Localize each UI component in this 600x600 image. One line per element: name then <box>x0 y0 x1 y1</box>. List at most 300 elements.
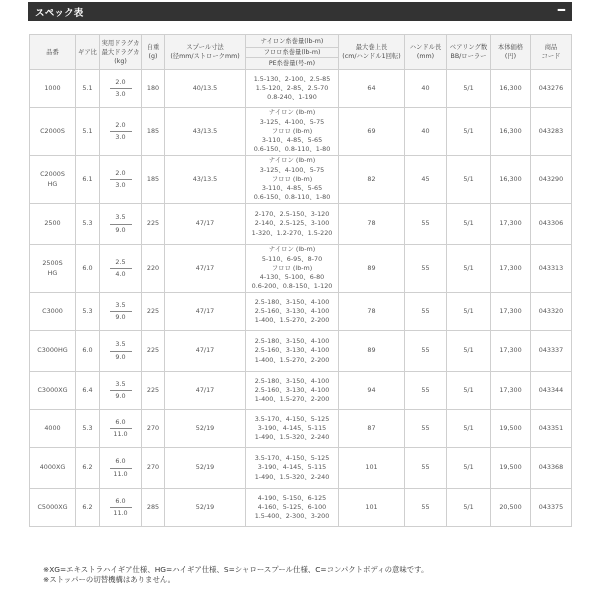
table-row <box>30 331 572 372</box>
price-cell <box>491 410 531 448</box>
line-capacity-cell <box>246 489 339 527</box>
header-code: 商品 コード <box>531 35 572 70</box>
code-text: 043351 <box>538 423 564 432</box>
line-capacity-text: 1-490、1.5-320、2-240 <box>254 472 330 481</box>
code-text: 043320 <box>538 306 564 315</box>
bearing-cell <box>447 372 491 410</box>
line-capacity-text: 0.6-200、0.8-150、1-120 <box>251 282 333 291</box>
code-cell <box>531 448 572 489</box>
table-row <box>30 372 572 410</box>
handle-cell <box>405 372 447 410</box>
line-capacity-cell <box>246 372 339 410</box>
line-capacity-cell <box>246 204 339 245</box>
line-capacity-text: ナイロン (lb-m) <box>268 245 316 254</box>
line-capacity-text: 1.5-120、2-85、2.5-70 <box>255 83 329 92</box>
weight-cell <box>142 448 165 489</box>
code-cell <box>531 156 572 204</box>
code-cell <box>531 70 572 108</box>
header-price: 本体価格 (円) <box>491 35 531 70</box>
drag-cell <box>100 108 142 156</box>
gear-cell <box>76 293 100 331</box>
price-text: 17,300 <box>499 263 522 272</box>
drag-practical: 2.0 <box>110 78 132 89</box>
header-line-capacity: ナイロン糸巻量(lb-m) フロロ糸巻量(lb-m) PE糸巻量(号-m) <box>246 35 339 70</box>
model-text: C3000 <box>42 306 63 315</box>
line-capacity-cell <box>246 410 339 448</box>
model-cell <box>30 204 76 245</box>
table-header-row <box>30 35 572 70</box>
spec-table <box>29 34 572 527</box>
price-text: 17,300 <box>499 219 522 228</box>
retrieve-cell <box>339 245 405 293</box>
drag-cell <box>100 293 142 331</box>
handle-cell <box>405 410 447 448</box>
line-capacity-text: 0.8-240、1-190 <box>267 93 317 102</box>
drag-max: 9.0 <box>115 392 126 400</box>
price-text: 19,500 <box>499 463 522 472</box>
weight-text: 270 <box>146 463 160 472</box>
handle-text: 55 <box>421 423 430 432</box>
bearing-text: 5/1 <box>463 502 474 511</box>
price-cell <box>491 204 531 245</box>
gear-text: 6.2 <box>82 463 93 472</box>
line-capacity-text: 4-130、5-100、6-80 <box>259 273 325 282</box>
line-capacity-text: 1-490、1.5-320、2-240 <box>254 433 330 442</box>
drag-cell <box>100 70 142 108</box>
drag-cell <box>100 372 142 410</box>
drag-practical: 3.5 <box>110 380 132 391</box>
handle-cell <box>405 70 447 108</box>
table-row <box>30 108 572 156</box>
line-capacity-text: 0.6-150、0.8-110、1-80 <box>253 193 331 202</box>
drag-practical: 3.5 <box>110 301 132 312</box>
weight-text: 180 <box>146 83 160 92</box>
line-capacity-cell <box>246 70 339 108</box>
bearing-cell <box>447 204 491 245</box>
spool-cell <box>165 245 246 293</box>
gear-text: 5.1 <box>82 126 93 135</box>
code-text: 043290 <box>538 174 564 183</box>
drag-cell <box>100 331 142 372</box>
weight-text: 225 <box>146 219 160 228</box>
table-row <box>30 204 572 245</box>
spec-panel-title: スペック表 <box>35 8 84 19</box>
model-text: HG <box>47 179 58 188</box>
bearing-cell <box>447 245 491 293</box>
price-text: 19,500 <box>499 423 522 432</box>
line-capacity-text: 2.5-180、3-150、4-100 <box>254 297 330 306</box>
price-cell <box>491 108 531 156</box>
bearing-cell <box>447 410 491 448</box>
drag-max: 11.0 <box>113 430 128 438</box>
retrieve-cell <box>339 331 405 372</box>
code-cell <box>531 410 572 448</box>
spool-cell <box>165 204 246 245</box>
model-text: C2000S <box>40 170 65 179</box>
spec-panel <box>28 2 572 527</box>
spool-text: 43/13.5 <box>192 126 218 135</box>
handle-text: 55 <box>421 463 430 472</box>
retrieve-cell <box>339 489 405 527</box>
footnote: ※ストッパーの切替機構はありません。 <box>43 575 176 584</box>
drag-cell <box>100 410 142 448</box>
handle-text: 55 <box>421 306 430 315</box>
model-text: C5000XG <box>37 502 68 511</box>
price-cell <box>491 448 531 489</box>
gear-cell <box>76 245 100 293</box>
weight-cell <box>142 372 165 410</box>
model-text: 2500S <box>42 259 63 268</box>
spool-cell <box>165 448 246 489</box>
line-capacity-text: 3.5-170、4-150、5-125 <box>254 414 330 423</box>
spec-table-body <box>30 70 572 527</box>
header-gear: ギア比 <box>76 35 100 70</box>
spool-text: 47/17 <box>195 263 215 272</box>
line-capacity-text: 2-170、2.5-150、3-120 <box>254 210 330 219</box>
handle-cell <box>405 108 447 156</box>
line-capacity-text: 3-125、4-100、5-75 <box>259 165 325 174</box>
gear-cell <box>76 70 100 108</box>
retrieve-text: 101 <box>365 463 378 472</box>
line-capacity-text: 0.6-150、0.8-110、1-80 <box>253 145 331 154</box>
table-row <box>30 410 572 448</box>
bearing-cell <box>447 156 491 204</box>
retrieve-text: 64 <box>367 83 376 92</box>
line-capacity-text: フロロ (lb-m) <box>271 174 313 183</box>
drag-cell <box>100 448 142 489</box>
gear-text: 6.2 <box>82 502 93 511</box>
price-text: 20,500 <box>499 502 522 511</box>
line-capacity-text: 2-140、2.5-125、3-100 <box>254 219 330 228</box>
model-cell <box>30 70 76 108</box>
price-cell <box>491 293 531 331</box>
line-capacity-cell <box>246 448 339 489</box>
bearing-text: 5/1 <box>463 263 474 272</box>
gear-text: 5.3 <box>82 306 93 315</box>
model-text: 4000XG <box>39 463 66 472</box>
retrieve-cell <box>339 372 405 410</box>
bearing-text: 5/1 <box>463 219 474 228</box>
retrieve-text: 89 <box>367 346 376 355</box>
header-bearing: ベアリング数 BB/ローラー <box>447 35 491 70</box>
line-capacity-text: 3-125、4-100、5-75 <box>259 117 325 126</box>
model-cell <box>30 448 76 489</box>
model-cell <box>30 156 76 204</box>
price-text: 16,300 <box>499 174 522 183</box>
model-text: C3000XG <box>37 385 68 394</box>
retrieve-text: 78 <box>367 219 376 228</box>
handle-cell <box>405 448 447 489</box>
bearing-text: 5/1 <box>463 463 474 472</box>
line-capacity-cell <box>246 293 339 331</box>
bearing-cell <box>447 293 491 331</box>
code-cell <box>531 204 572 245</box>
retrieve-cell <box>339 293 405 331</box>
spool-text: 52/19 <box>195 423 215 432</box>
drag-cell <box>100 204 142 245</box>
bearing-text: 5/1 <box>463 174 474 183</box>
drag-cell <box>100 156 142 204</box>
line-capacity-cell <box>246 156 339 204</box>
model-text: 1000 <box>44 83 61 92</box>
gear-text: 5.3 <box>82 219 93 228</box>
code-text: 043375 <box>538 502 564 511</box>
gear-cell <box>76 204 100 245</box>
line-capacity-text: 3-190、4-145、5-115 <box>257 423 327 432</box>
line-capacity-text: 1-400、1.5-270、2-200 <box>254 395 330 404</box>
drag-practical: 2.5 <box>110 258 132 269</box>
retrieve-cell <box>339 448 405 489</box>
price-text: 16,300 <box>499 83 522 92</box>
weight-cell <box>142 70 165 108</box>
gear-cell <box>76 331 100 372</box>
price-cell <box>491 331 531 372</box>
line-capacity-text: 2.5-160、3-130、4-100 <box>254 306 330 315</box>
spool-text: 43/13.5 <box>192 174 218 183</box>
gear-text: 6.0 <box>82 263 93 272</box>
bearing-cell <box>447 70 491 108</box>
weight-text: 185 <box>146 174 160 183</box>
model-cell <box>30 489 76 527</box>
line-capacity-text: 3-190、4-145、5-115 <box>257 463 327 472</box>
model-text: C2000S <box>40 126 65 135</box>
weight-text: 225 <box>146 385 160 394</box>
weight-text: 185 <box>146 126 160 135</box>
retrieve-cell <box>339 108 405 156</box>
price-text: 16,300 <box>499 126 522 135</box>
spool-text: 52/19 <box>195 502 215 511</box>
bearing-cell <box>447 489 491 527</box>
line-capacity-text: フロロ (lb-m) <box>271 263 313 272</box>
price-cell <box>491 372 531 410</box>
model-cell <box>30 331 76 372</box>
retrieve-text: 82 <box>367 174 376 183</box>
model-cell <box>30 410 76 448</box>
spool-text: 47/17 <box>195 346 215 355</box>
code-text: 043344 <box>538 385 564 394</box>
model-cell <box>30 245 76 293</box>
drag-practical: 6.0 <box>110 457 132 468</box>
handle-text: 40 <box>421 83 430 92</box>
drag-practical: 6.0 <box>110 418 132 429</box>
line-capacity-text: ナイロン (lb-m) <box>268 156 316 165</box>
line-capacity-text: 4-160、5-125、6-100 <box>257 502 327 511</box>
drag-max: 9.0 <box>115 313 126 321</box>
spool-cell <box>165 108 246 156</box>
line-capacity-text: 1-320、1.2-270、1.5-220 <box>251 228 333 237</box>
weight-text: 225 <box>146 346 160 355</box>
model-text: 4000 <box>44 423 61 432</box>
code-text: 043283 <box>538 126 564 135</box>
bearing-text: 5/1 <box>463 346 474 355</box>
line-capacity-text: 1.5-400、2-300、3-200 <box>254 512 330 521</box>
footnote: ※XG=エキストラハイギア仕様、HG=ハイギア仕様、S=シャロースプール仕様、C=コンパクトボディの意味です。 <box>43 565 429 574</box>
price-text: 17,300 <box>499 385 522 394</box>
collapse-icon[interactable]: ━ <box>557 3 565 17</box>
gear-text: 5.3 <box>82 423 93 432</box>
spool-cell <box>165 156 246 204</box>
spool-cell <box>165 489 246 527</box>
spool-cell <box>165 293 246 331</box>
model-text: HG <box>47 268 58 277</box>
spool-cell <box>165 372 246 410</box>
drag-max: 4.0 <box>115 270 126 278</box>
code-text: 043368 <box>538 463 564 472</box>
drag-practical: 2.0 <box>110 169 132 180</box>
weight-text: 220 <box>146 263 160 272</box>
spool-cell <box>165 410 246 448</box>
code-cell <box>531 245 572 293</box>
drag-max: 9.0 <box>115 225 126 234</box>
line-capacity-text: 2.5-160、3-130、4-100 <box>254 346 330 355</box>
handle-text: 40 <box>421 126 430 135</box>
weight-cell <box>142 156 165 204</box>
table-row <box>30 70 572 108</box>
line-capacity-cell <box>246 331 339 372</box>
line-capacity-text: 2.5-160、3-130、4-100 <box>254 385 330 394</box>
price-cell <box>491 156 531 204</box>
line-capacity-text: 4-190、5-150、6-125 <box>257 493 327 502</box>
line-capacity-text: 1-400、1.5-270、2-200 <box>254 355 330 364</box>
handle-text: 55 <box>421 346 430 355</box>
gear-cell <box>76 489 100 527</box>
model-cell <box>30 372 76 410</box>
drag-max: 3.0 <box>115 181 126 189</box>
drag-max: 11.0 <box>113 469 128 478</box>
header-weight: 自重 (g) <box>142 35 165 70</box>
handle-cell <box>405 331 447 372</box>
drag-cell <box>100 245 142 293</box>
handle-text: 55 <box>421 385 430 394</box>
retrieve-text: 87 <box>367 423 376 432</box>
gear-text: 6.4 <box>82 385 93 394</box>
price-text: 17,300 <box>499 306 522 315</box>
price-text: 17,300 <box>499 346 522 355</box>
weight-cell <box>142 293 165 331</box>
weight-cell <box>142 489 165 527</box>
table-row <box>30 489 572 527</box>
spool-text: 47/17 <box>195 219 215 228</box>
retrieve-text: 89 <box>367 263 376 272</box>
retrieve-cell <box>339 70 405 108</box>
weight-cell <box>142 204 165 245</box>
code-cell <box>531 331 572 372</box>
weight-text: 285 <box>146 502 160 511</box>
bearing-text: 5/1 <box>463 306 474 315</box>
retrieve-cell <box>339 410 405 448</box>
code-cell <box>531 293 572 331</box>
code-text: 043337 <box>538 346 564 355</box>
handle-text: 45 <box>421 174 430 183</box>
bearing-cell <box>447 108 491 156</box>
gear-text: 6.1 <box>82 174 93 183</box>
drag-max: 11.0 <box>113 509 128 517</box>
code-text: 043306 <box>538 219 564 228</box>
handle-cell <box>405 293 447 331</box>
retrieve-text: 78 <box>367 306 376 315</box>
header-handle: ハンドル長 (mm) <box>405 35 447 70</box>
spec-panel-header[interactable] <box>28 2 572 21</box>
handle-text: 55 <box>421 263 430 272</box>
bearing-text: 5/1 <box>463 126 474 135</box>
line-capacity-text: 2.5-180、3-150、4-100 <box>254 337 330 346</box>
header-model: 品番 <box>30 35 76 70</box>
bearing-text: 5/1 <box>463 423 474 432</box>
handle-cell <box>405 156 447 204</box>
weight-text: 225 <box>146 306 160 315</box>
retrieve-text: 101 <box>365 502 378 511</box>
footnotes <box>43 565 428 585</box>
handle-text: 55 <box>421 219 430 228</box>
line-capacity-text: ナイロン (lb-m) <box>268 108 316 117</box>
model-cell <box>30 293 76 331</box>
line-capacity-cell <box>246 245 339 293</box>
handle-text: 55 <box>421 502 430 511</box>
line-capacity-text: フロロ (lb-m) <box>271 126 313 135</box>
price-cell <box>491 245 531 293</box>
spool-text: 47/17 <box>195 385 215 394</box>
table-row <box>30 245 572 293</box>
header-drag: 実用ドラグカ 最大ドラグカ (kg) <box>100 35 142 70</box>
line-capacity-text: 5-110、6-95、8-70 <box>261 254 323 263</box>
retrieve-text: 94 <box>367 385 376 394</box>
gear-text: 5.1 <box>82 83 93 92</box>
weight-text: 270 <box>146 423 160 432</box>
handle-cell <box>405 204 447 245</box>
code-cell <box>531 372 572 410</box>
line-capacity-text: 1.5-130、2-100、2.5-85 <box>253 74 331 83</box>
retrieve-cell <box>339 156 405 204</box>
line-capacity-text: 3-110、4-85、5-65 <box>261 136 323 145</box>
line-capacity-text: 3.5-170、4-150、5-125 <box>254 454 330 463</box>
weight-cell <box>142 245 165 293</box>
drag-practical: 3.5 <box>110 213 132 224</box>
spool-cell <box>165 331 246 372</box>
drag-max: 3.0 <box>115 90 126 98</box>
gear-cell <box>76 156 100 204</box>
table-row <box>30 156 572 204</box>
gear-cell <box>76 372 100 410</box>
model-text: 2500 <box>44 219 61 228</box>
code-text: 043313 <box>538 263 564 272</box>
price-cell <box>491 489 531 527</box>
drag-cell <box>100 489 142 527</box>
price-cell <box>491 70 531 108</box>
bearing-text: 5/1 <box>463 385 474 394</box>
weight-cell <box>142 410 165 448</box>
line-capacity-text: 1-400、1.5-270、2-200 <box>254 316 330 325</box>
table-row <box>30 448 572 489</box>
bearing-cell <box>447 448 491 489</box>
model-cell <box>30 108 76 156</box>
gear-text: 6.0 <box>82 346 93 355</box>
retrieve-cell <box>339 204 405 245</box>
table-row <box>30 293 572 331</box>
code-cell <box>531 108 572 156</box>
weight-cell <box>142 108 165 156</box>
bearing-cell <box>447 331 491 372</box>
line-capacity-text: 2.5-180、3-150、4-100 <box>254 376 330 385</box>
header-spool: スプール寸法 (径mm/ストロークmm) <box>165 35 246 70</box>
handle-cell <box>405 245 447 293</box>
line-capacity-cell <box>246 108 339 156</box>
model-text: C3000HG <box>37 346 68 355</box>
drag-practical: 6.0 <box>110 497 132 508</box>
drag-max: 9.0 <box>115 352 126 361</box>
drag-practical: 3.5 <box>110 340 132 351</box>
spool-cell <box>165 70 246 108</box>
retrieve-text: 69 <box>367 126 376 135</box>
